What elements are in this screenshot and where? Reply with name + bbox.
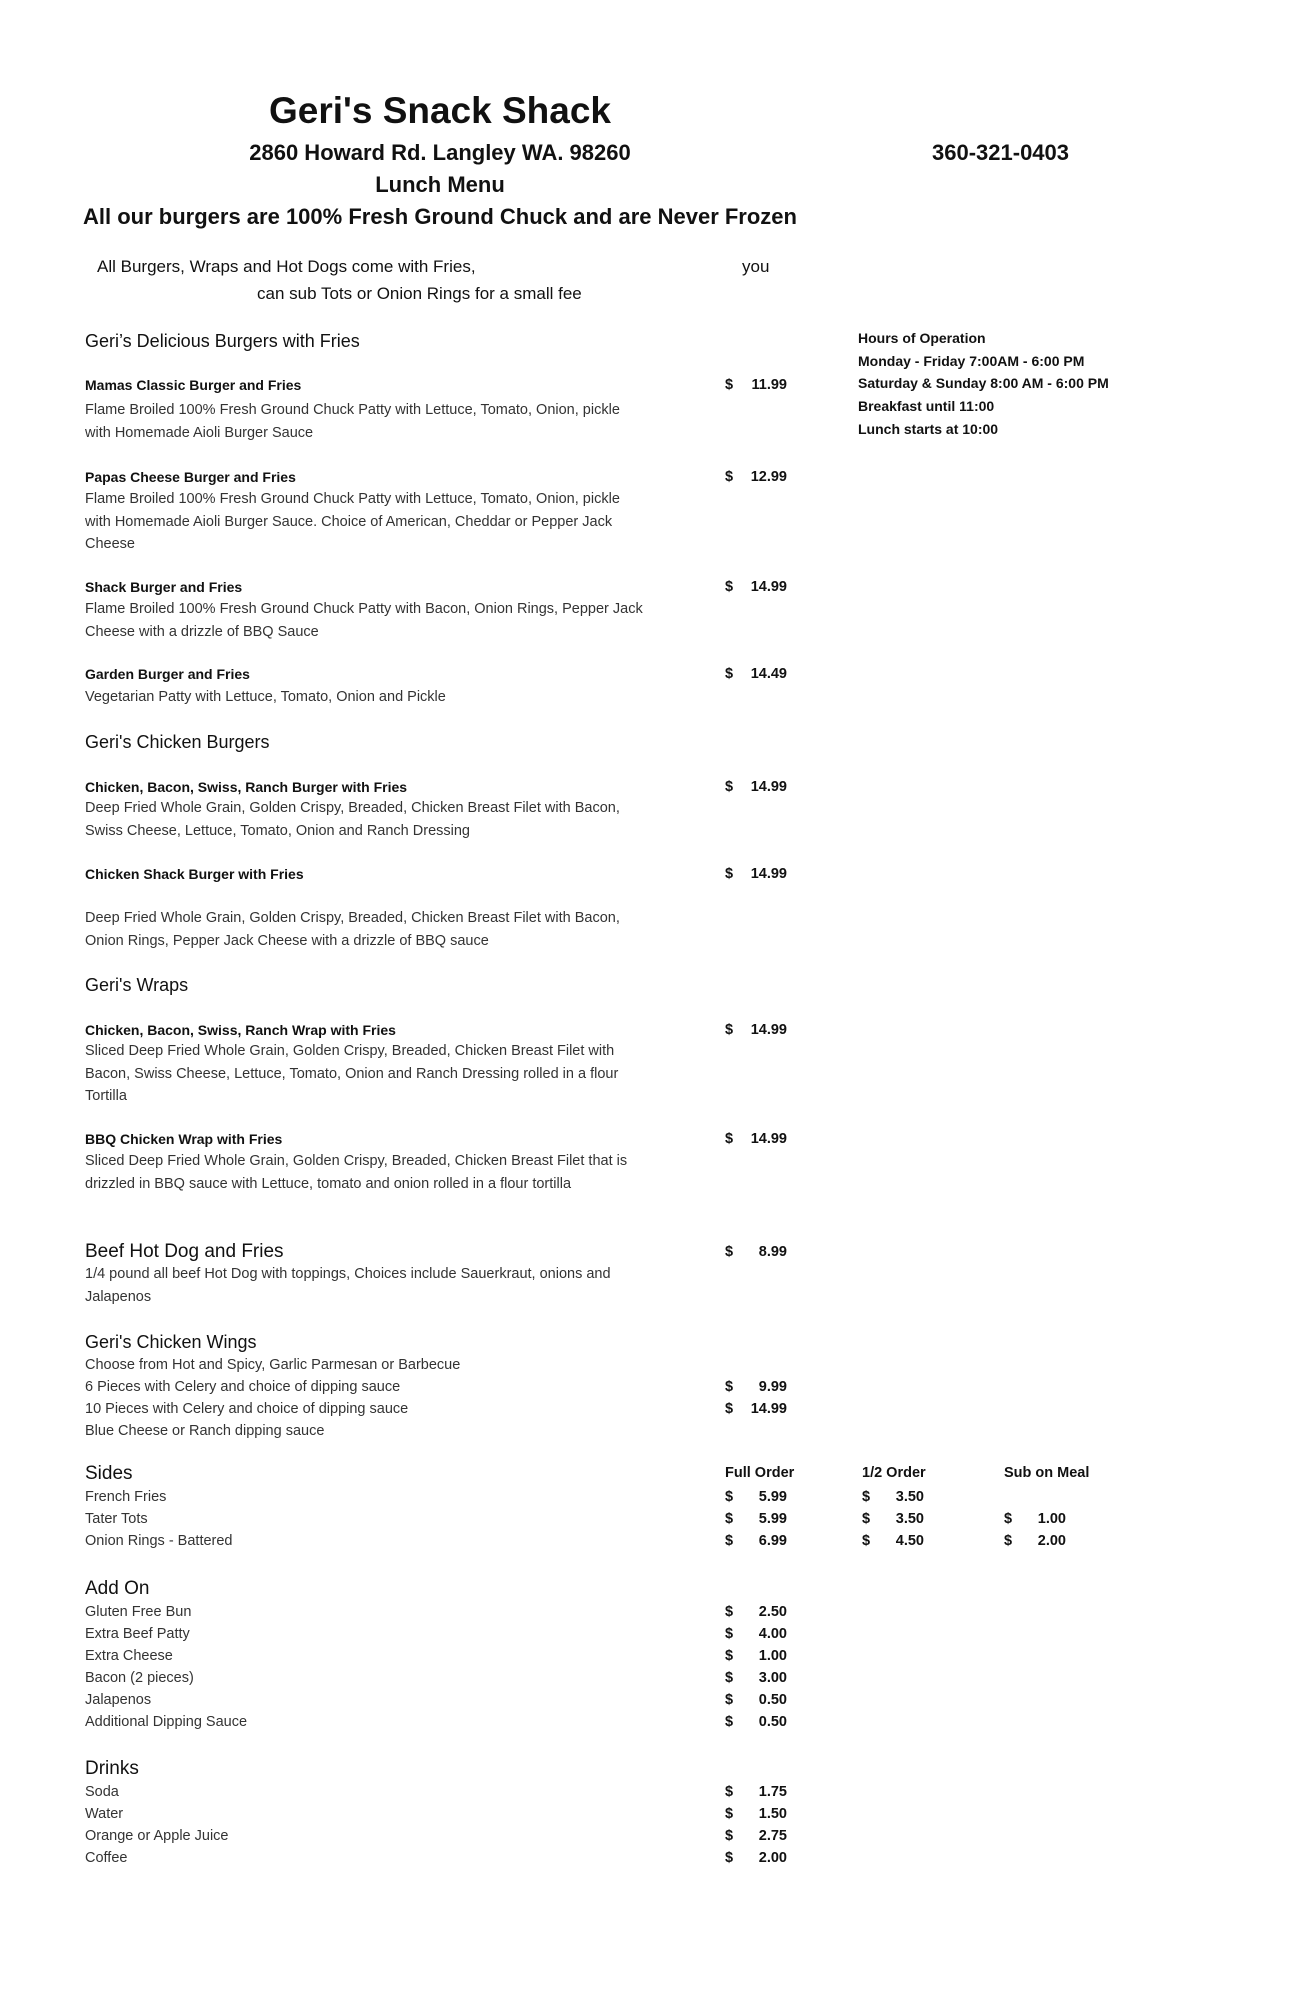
address: 2860 Howard Rd. Langley WA. 98260 [249,140,631,165]
item-description: Deep Fried Whole Grain, Golden Crispy, Breaded, Chicken Breast Filet with Bacon, Swiss Cheese, Lettuce, Tomato, Onion and Ranch Dressing [85,800,620,839]
item-description: 1/4 pound all beef Hot Dog with toppings, Choices include Sauerkraut, onions and Jalapenos [85,1266,611,1305]
menu-name: Lunch Menu [375,172,505,197]
item-price: $ 14.49 [725,666,787,682]
hours-breakfast: Breakfast until 11:00 [858,398,995,414]
hours-weekend: Saturday & Sunday 8:00 AM - 6:00 PM [858,375,1109,391]
addon-name: Jalapenos [85,1692,152,1708]
addon-name: Gluten Free Bun [85,1604,192,1620]
side-name: Onion Rings - Battered [85,1533,233,1549]
section-heading-wings: Geri's Chicken Wings [85,1332,257,1352]
addon-name: Bacon (2 pieces) [85,1670,194,1686]
section-heading-sides: Sides [85,1463,133,1484]
item-name: Chicken, Bacon, Swiss, Ranch Burger with Fries [85,779,408,795]
section-heading-chicken-burgers: Geri's Chicken Burgers [85,732,270,752]
item-description: Deep Fried Whole Grain, Golden Crispy, Breaded, Chicken Breast Filet with Bacon, Onion Rings, Pepper Jack Cheese with a drizzle of BBQ sauce [85,910,620,949]
hotdog-heading: Beef Hot Dog and Fries [85,1241,284,1262]
item-name: Chicken, Bacon, Swiss, Ranch Wrap with Fries [85,1022,396,1038]
item-name: BBQ Chicken Wrap with Fries [85,1131,283,1147]
wings-option: 6 Pieces with Celery and choice of dipping sauce [85,1379,401,1395]
column-sub-on-meal: Sub on Meal [1004,1465,1090,1481]
addon-price: $ 0.50 [725,1692,787,1708]
drink-price: $ 2.75 [725,1828,787,1844]
item-name: Mamas Classic Burger and Fries [85,377,302,393]
item-price: $ 14.99 [725,866,787,882]
item-price: $ 12.99 [725,469,787,485]
wings-option: 10 Pieces with Celery and choice of dipping sauce [85,1401,409,1417]
side-full-price: $ 5.99 [725,1511,787,1527]
hours-lunch: Lunch starts at 10:00 [858,421,999,437]
side-half-price: $ 3.50 [862,1511,924,1527]
section-heading-burgers: Geri’s Delicious Burgers with Fries [85,331,360,351]
addon-price: $ 1.00 [725,1648,787,1664]
drink-price: $ 1.75 [725,1784,787,1800]
side-full-price: $ 5.99 [725,1489,787,1505]
item-name: Papas Cheese Burger and Fries [85,469,296,485]
hours-weekday: Monday - Friday 7:00AM - 6:00 PM [858,353,1085,369]
item-price: $ 11.99 [725,377,787,393]
section-heading-addon: Add On [85,1578,150,1599]
addon-price: $ 0.50 [725,1714,787,1730]
side-half-price: $ 4.50 [862,1533,924,1549]
item-price: $ 14.99 [725,579,787,595]
addon-price: $ 4.00 [725,1626,787,1642]
drink-price: $ 2.00 [725,1850,787,1866]
addon-name: Additional Dipping Sauce [85,1714,248,1730]
side-name: French Fries [85,1489,167,1505]
item-name: Chicken Shack Burger with Fries [85,866,304,882]
item-price: $ 14.99 [725,1022,787,1038]
item-price: $ 14.99 [725,779,787,795]
item-description: Flame Broiled 100% Fresh Ground Chuck Patty with Lettuce, Tomato, Onion, pickle with Homemade Aioli Burger Sauce [85,402,620,441]
side-half-price: $ 3.50 [862,1489,924,1505]
wings-choose: Choose from Hot and Spicy, Garlic Parmesan or Barbecue [85,1357,461,1373]
phone-number: 360-321-0403 [932,140,1070,165]
item-description: Sliced Deep Fried Whole Grain, Golden Crispy, Breaded, Chicken Breast Filet with Bacon, Swiss Cheese, Lettuce, Tomato, Onion and Ranch Dressing rolled in a flour Tortilla [85,1043,619,1104]
addon-name: Extra Cheese [85,1648,173,1664]
drink-price: $ 1.50 [725,1806,787,1822]
drink-name: Orange or Apple Juice [85,1828,229,1844]
drink-name: Soda [85,1784,119,1800]
item-price: $ 9.99 [725,1379,787,1395]
page-title: Geri's Snack Shack [269,90,611,131]
item-description: Flame Broiled 100% Fresh Ground Chuck Patty with Lettuce, Tomato, Onion, pickle with Homemade Aioli Burger Sauce. Choice of American, Cheddar or Pepper Jack Cheese [85,491,620,552]
section-heading-wraps: Geri's Wraps [85,975,189,995]
item-name: Shack Burger and Fries [85,579,243,595]
item-price: $ 8.99 [725,1244,787,1260]
drink-name: Coffee [85,1850,128,1866]
addon-name: Extra Beef Patty [85,1626,190,1642]
item-description: Flame Broiled 100% Fresh Ground Chuck Patty with Bacon, Onion Rings, Pepper Jack Cheese with a drizzle of BBQ Sauce [85,601,643,640]
side-sub-price: $ 1.00 [1004,1511,1066,1527]
item-description: Vegetarian Patty with Lettuce, Tomato, Onion and Pickle [85,689,446,705]
wings-dips: Blue Cheese or Ranch dipping sauce [85,1423,325,1439]
tagline: All our burgers are 100% Fresh Ground Chuck and are Never Frozen [83,204,797,229]
addon-price: $ 2.50 [725,1604,787,1620]
fries-note: All Burgers, Wraps and Hot Dogs come with Fries, [97,257,476,276]
item-description: Sliced Deep Fried Whole Grain, Golden Crispy, Breaded, Chicken Breast Filet that is drizzled in BBQ sauce with Lettuce, tomato and onion rolled in a flour tortilla [85,1153,628,1192]
section-heading-drinks: Drinks [85,1758,139,1779]
addon-price: $ 3.00 [725,1670,787,1686]
item-name: Garden Burger and Fries [85,666,250,682]
fries-note-trail: you [742,257,770,276]
side-name: Tater Tots [85,1511,148,1527]
drink-name: Water [85,1806,124,1822]
column-half-order: 1/2 Order [862,1465,926,1481]
item-price: $ 14.99 [725,1131,787,1147]
hours-heading: Hours of Operation [858,330,986,346]
side-full-price: $ 6.99 [725,1533,787,1549]
sub-note: can sub Tots or Onion Rings for a small fee [257,284,582,303]
item-price: $ 14.99 [725,1401,787,1417]
side-sub-price: $ 2.00 [1004,1533,1066,1549]
column-full-order: Full Order [725,1465,795,1481]
